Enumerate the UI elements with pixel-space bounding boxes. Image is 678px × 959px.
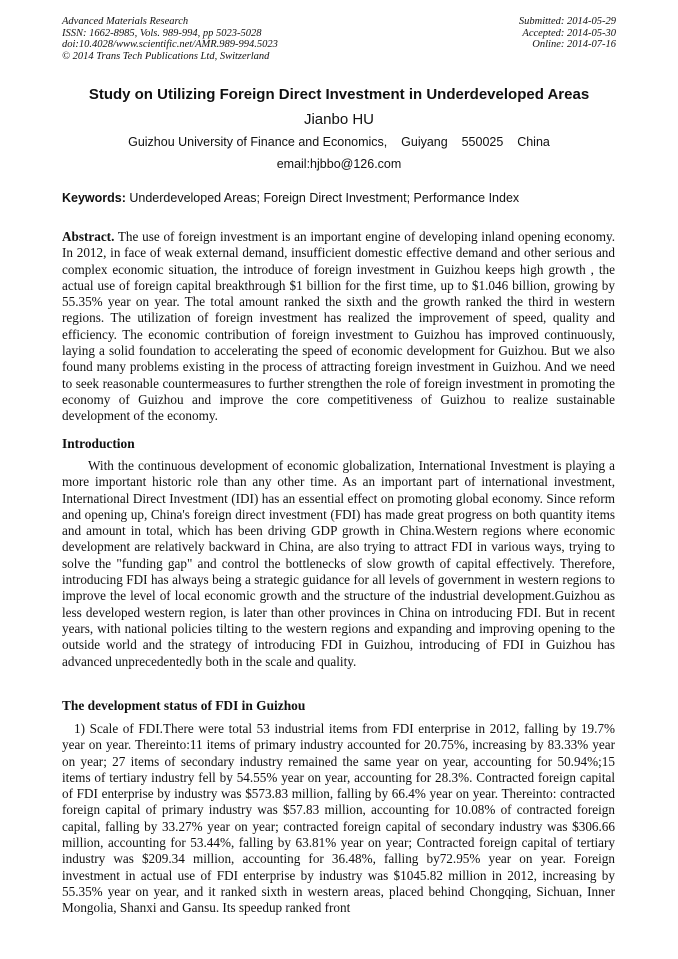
author-name: Jianbo HU [303,111,375,128]
author-email: email:hjbbo@126.com [276,157,402,171]
online-date: Online: 2014-07-16 [532,39,616,50]
keywords-label: Keywords: [62,191,126,205]
issn-line: ISSN: 1662-8985, Vols. 989-994, pp 5023-5028 [62,27,262,39]
doi-line: doi:10.4028/www.scientific.net/AMR.989-994.5023 [62,39,278,50]
keywords-line [62,191,618,205]
abstract-text: The use of foreign investment is an important engine of developing inland opening economy. In 2012, in face of weak external demand, insufficient domestic effective demand and other serious and complex economic situation, the introduce of foreign investment in Guizhou keeps high growth , the actual use of foreign capital breakthrough $1 billion for the first time, up to $1.046 billion, growing by 55.35% year on year. The total amount ranked the sixth and the growth ranked the third in western regions. The utilization of foreign investment has realized the improvement of speed, quality and efficiency. The economic contribution of foreign investment to Guizhou has improved continuously, laying a solid foundation to accelerating the speed of economic development for Guizhou. But we also found many problems existing in the process of attracting foreign investment in Guizhou. And we need to seek reasonable countermeasures to further strengthen the role of foreign investment in promoting the economy of Guizhou and improve the core competitiveness of Guizhou to realize sustainable development of the economy. [62,229,615,424]
introduction-heading: Introduction [62,436,135,451]
journal-info [62,16,392,62]
keywords-text: Underdeveloped Areas; Foreign Direct Investment; Performance Index [125,191,520,205]
development-status-heading: The development status of FDI in Guizhou [62,698,306,713]
copyright-line: © 2014 Trans Tech Publications Ltd, Switzerland [62,50,270,62]
author-affiliation: Guizhou University of Finance and Economics, Guiyang 550025 China [128,135,550,149]
accepted-date: Accepted: 2014-05-30 [522,27,616,39]
abstract-label: Abstract. [62,229,115,244]
introduction-paragraph: With the continuous development of economic globalization, International Investment is playing a more important historic role than any other time. As an important part of international investment, International Direct Investment (IDI) has an essential effect on promoting global economy. Since reform and opening up, China's foreign direct investment (FDI) has made great progress on both quantity items and amount in total, which has been driving GDP growth in China.Western regions where economic development are relatively backward in China, are also trying to attract FDI in various ways, trying to solve the "funding gap" and control the bottlenecks of slow growth of capital effectively. Therefore, introducing FDI has always being a strategic guidance for all levels of government in western regions to improve the level of local economic growth and the structure of the industrial development.Guizhou as less developed western region, is later than other provinces in China on introducing FDI. But in recent years, with national policies tilting to the western regions and expanding and improving opening to the outside world and the strategy of introducing FDI in Guizhou, introducing of FDI in Guizhou has advanced unprecedentedly both in the scale and quality. [62,458,615,669]
journal-name: Advanced Materials Research [62,16,189,27]
dates-info [396,16,616,51]
paper-title: Study on Utilizing Foreign Direct Investment in Underdeveloped Areas [88,86,590,103]
submitted-date: Submitted: 2014-05-29 [518,16,616,27]
abstract-paragraph [62,229,615,425]
development-status-paragraph: 1) Scale of FDI.There were total 53 industrial items from FDI enterprise in 2012, falling by 19.7% year on year. Thereinto:11 items of primary industry accounted for 20.75%, increasing by 83.33% year on year; 27 items of secondary industry remained the same year on year, accounting for 50.94%;15 items of tertiary industry fell by 54.55% year on year, accounting for 28.3%. Contracted foreign capital of FDI enterprise by industry was $573.83 million, falling by 66.4% year on year. Thereinto: contracted foreign capital of primary industry was $57.83 million, accounting for 10.08% of contracted foreign capital, falling by 33.27% year on year; contracted foreign capital of secondary industry was $306.66 million, accounting for 53.44%, falling by 63.81% year on year; Contracted foreign capital of tertiary industry was $209.34 million, accounting for 36.48%, falling by72.95% year on year. Foreign investment in actual use of FDI enterprise by industry was $1045.82 million in 2012, increasing by 55.35% year on year, and it ranked sixth in western areas, placed behind Chongqing, Sichuan, Inner Mongolia, Shanxi and Gansu. Its speedup ranked front [62,721,615,916]
